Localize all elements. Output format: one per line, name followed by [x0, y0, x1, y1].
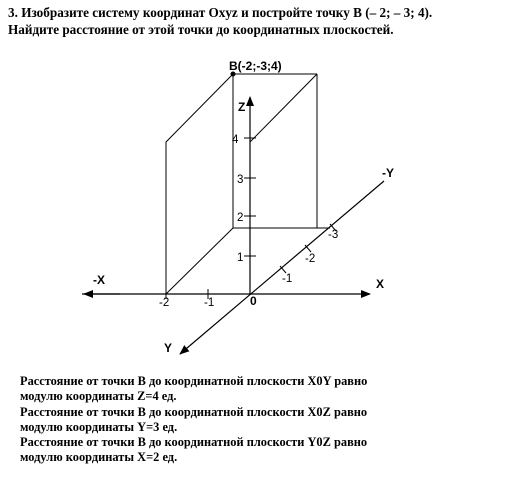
- y-tick-label: -2: [305, 253, 316, 265]
- answer-line: Расстояние от точки В до координатной плоскости Y0Z равно: [20, 435, 368, 450]
- neg-y-axis-label: -Y: [382, 166, 394, 180]
- z-axis-label: Z: [238, 100, 246, 114]
- z-tick-label: 3: [237, 174, 244, 186]
- point-b-label: B(-2;-3;4): [229, 59, 282, 73]
- task-line-2: Найдите расстояние от этой точки до координатных плоскостей.: [8, 22, 394, 37]
- answer-line: модулю координаты X=2 ед.: [20, 450, 178, 465]
- box-floor-diagonal: [166, 228, 233, 294]
- z-tick-label: 4: [232, 134, 239, 146]
- origin-label: 0: [250, 294, 257, 308]
- answer-line: модулю координаты Y=3 ед.: [20, 419, 178, 434]
- answer-text: [20, 374, 500, 466]
- y-axis-label: Y: [164, 341, 173, 355]
- answer-line: Расстояние от точки В до координатной плоскости X0Y равно: [20, 374, 368, 388]
- z-tick-label: 1: [237, 252, 244, 264]
- y-axis-line: [180, 181, 384, 354]
- task-line-1: 3. Изобразите систему координат Oxyz и постройте точку В (– 2; – 3; 4).: [8, 5, 433, 20]
- y-tick-label: -3: [328, 229, 339, 241]
- y-tick-label: -1: [282, 273, 293, 285]
- x-tick-label: -2: [159, 297, 170, 309]
- x-axis-label: X: [376, 277, 385, 291]
- answer-line: модулю координаты Z=4 ед.: [20, 389, 177, 404]
- neg-x-axis-label: -X: [93, 273, 105, 287]
- x-tick-label: -1: [204, 297, 215, 309]
- box-inner-diagonal: [250, 74, 317, 142]
- answer-line: Расстояние от точки В до координатной плоскости X0Z равно: [20, 404, 368, 419]
- z-tick-label: 2: [237, 212, 244, 224]
